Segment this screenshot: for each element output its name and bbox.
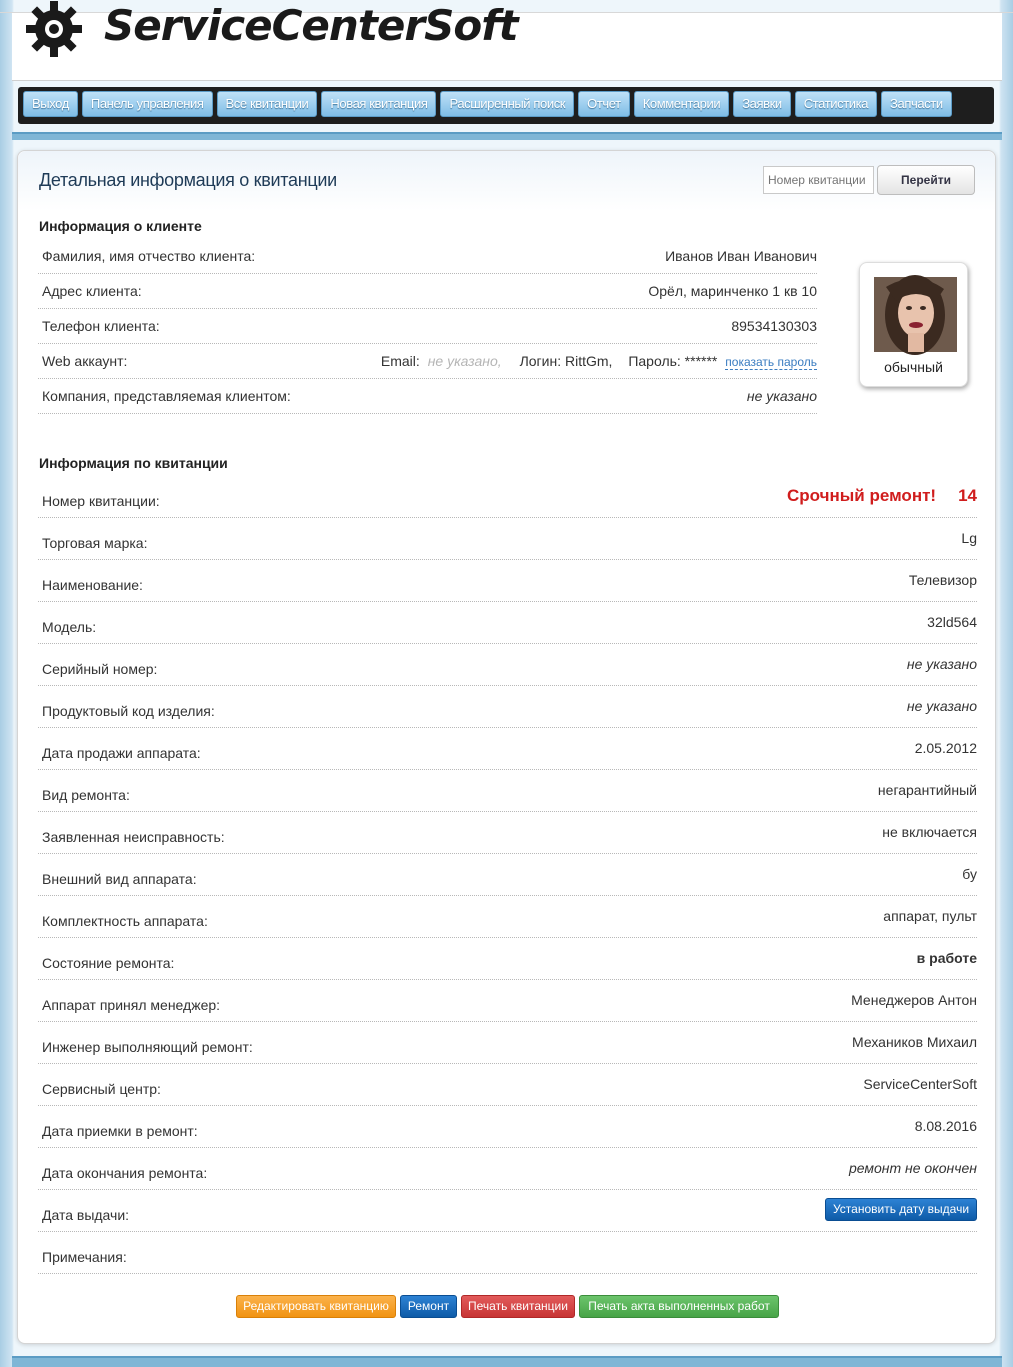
product-code-row bbox=[38, 686, 977, 728]
gear-icon bbox=[24, 0, 84, 59]
row-value: негарантийный bbox=[877, 782, 977, 798]
nav-dashboard[interactable]: Панель управления bbox=[82, 91, 213, 117]
row-value: не включается bbox=[882, 824, 977, 840]
device-name-row bbox=[38, 560, 977, 602]
receipt-number-value bbox=[787, 475, 977, 517]
client-name-row bbox=[38, 239, 817, 274]
row-value: Механиков Михаил bbox=[852, 1034, 977, 1050]
row-label: Аппарат принял менеджер: bbox=[42, 997, 221, 1013]
client-address-row bbox=[38, 274, 817, 309]
avatar bbox=[874, 277, 957, 352]
client-phone-row bbox=[38, 309, 817, 344]
row-label: Вид ремонта: bbox=[42, 787, 130, 803]
row-label: Наименование: bbox=[42, 577, 143, 593]
appearance-row bbox=[38, 854, 977, 896]
row-value: Иванов Иван Иванович bbox=[665, 248, 817, 264]
row-label: Адрес клиента: bbox=[42, 283, 142, 299]
serial-row bbox=[38, 644, 977, 686]
row-label: Примечания: bbox=[42, 1249, 127, 1265]
row-value: ремонт не окончен bbox=[848, 1160, 977, 1176]
header bbox=[12, 1, 1002, 81]
manager-row bbox=[38, 980, 977, 1022]
row-label: Дата выдачи: bbox=[42, 1207, 130, 1223]
print-receipt-button[interactable]: Печать квитанции bbox=[461, 1295, 575, 1318]
repair-status-row bbox=[38, 938, 977, 980]
row-label: Телефон клиента: bbox=[42, 318, 160, 334]
print-act-button[interactable]: Печать акта выполненных работ bbox=[579, 1295, 779, 1318]
client-company-row bbox=[38, 379, 817, 414]
receipt-details-panel bbox=[17, 150, 996, 1344]
footer-band bbox=[12, 1356, 1002, 1367]
row-label: Инженер выполняющий ремонт: bbox=[42, 1039, 253, 1055]
repair-button[interactable]: Ремонт bbox=[400, 1295, 457, 1318]
row-label: Дата продажи аппарата: bbox=[42, 745, 201, 761]
repair-type-row bbox=[38, 770, 977, 812]
nav-report[interactable]: Отчет bbox=[578, 91, 630, 117]
intake-date-row bbox=[38, 1106, 977, 1148]
set-issue-date-button[interactable]: Установить дату выдачи bbox=[825, 1198, 977, 1221]
logo-text: ServiceCenterSoft bbox=[104, 1, 518, 50]
urgent-badge: Срочный ремонт! bbox=[787, 486, 937, 505]
row-value: Телевизор bbox=[908, 572, 977, 588]
row-value: не указано bbox=[906, 656, 977, 672]
row-label: Дата приемки в ремонт: bbox=[42, 1123, 198, 1139]
avatar-photo bbox=[874, 277, 957, 352]
row-label: Состояние ремонта: bbox=[42, 955, 175, 971]
model-row bbox=[38, 602, 977, 644]
repair-end-date-row bbox=[38, 1148, 977, 1190]
client-section-title: Информация о клиенте bbox=[39, 218, 202, 234]
row-value: 32ld564 bbox=[927, 614, 977, 630]
nav-parts[interactable]: Запчасти bbox=[881, 91, 952, 117]
edit-receipt-button[interactable]: Редактировать квитанцию bbox=[236, 1295, 396, 1318]
nav-statistics[interactable]: Статистика bbox=[795, 91, 877, 117]
panel-header bbox=[18, 151, 995, 211]
row-value: 8.08.2016 bbox=[914, 1118, 977, 1134]
nav-requests[interactable]: Заявки bbox=[733, 91, 791, 117]
receipt-section-title: Информация по квитанции bbox=[39, 455, 228, 471]
password-value: Пароль: ****** bbox=[628, 353, 718, 369]
row-label: Серийный номер: bbox=[42, 661, 158, 677]
divider-band bbox=[12, 132, 1002, 140]
receipt-number-input[interactable] bbox=[763, 166, 874, 194]
main-nav bbox=[18, 87, 994, 124]
row-value: Lg bbox=[961, 530, 977, 546]
nav-logout[interactable]: Выход bbox=[23, 91, 78, 117]
row-value: 89534130303 bbox=[731, 318, 817, 334]
client-type-label: обычный bbox=[884, 359, 943, 375]
row-value: не указано bbox=[746, 388, 817, 404]
receipt-number-row bbox=[38, 476, 977, 518]
row-value: Менеджеров Антон bbox=[851, 992, 977, 1008]
row-label: Комплектность аппарата: bbox=[42, 913, 208, 929]
row-value: 2.05.2012 bbox=[914, 740, 977, 756]
notes-row bbox=[38, 1232, 977, 1274]
row-label: Заявленная неисправность: bbox=[42, 829, 225, 845]
row-value: аппарат, пульт bbox=[883, 908, 977, 924]
row-label: Компания, представляемая клиентом: bbox=[42, 388, 291, 404]
nav-comments[interactable]: Комментарии bbox=[634, 91, 729, 117]
fault-row bbox=[38, 812, 977, 854]
nav-all-receipts[interactable]: Все квитанции bbox=[217, 91, 318, 117]
logo[interactable] bbox=[24, 1, 518, 53]
email-value: не указано, bbox=[427, 353, 502, 369]
engineer-row bbox=[38, 1022, 977, 1064]
row-label: Торговая марка: bbox=[42, 535, 148, 551]
web-account-row bbox=[38, 344, 817, 379]
brand-row bbox=[38, 518, 977, 560]
nav-new-receipt[interactable]: Новая квитанция bbox=[321, 91, 436, 117]
row-value: не указано bbox=[906, 698, 977, 714]
row-label: Сервисный центр: bbox=[42, 1081, 161, 1097]
row-label: Продуктовый код изделия: bbox=[42, 703, 215, 719]
service-center-row bbox=[38, 1064, 977, 1106]
row-value: бу bbox=[962, 866, 977, 882]
receipt-number: 14 bbox=[958, 486, 977, 505]
row-label: Фамилия, имя отчество клиента: bbox=[42, 248, 256, 264]
web-account-value bbox=[377, 344, 817, 380]
client-avatar-card[interactable] bbox=[859, 262, 968, 387]
login-value: Логин: RittGm, bbox=[519, 353, 613, 369]
go-button[interactable]: Перейти bbox=[877, 165, 975, 195]
row-value: Орёл, маринченко 1 кв 10 bbox=[648, 283, 817, 299]
email-label: Email: bbox=[380, 353, 420, 369]
row-label: Номер квитанции: bbox=[42, 493, 160, 509]
issue-date-row bbox=[38, 1190, 977, 1232]
row-label: Дата окончания ремонта: bbox=[42, 1165, 208, 1181]
page-title: Детальная информация о квитанции bbox=[39, 170, 337, 190]
nav-advanced-search[interactable]: Расширенный поиск bbox=[440, 91, 574, 117]
row-label: Web аккаунт: bbox=[42, 353, 128, 369]
row-label: Модель: bbox=[42, 619, 97, 635]
completeness-row bbox=[38, 896, 977, 938]
sale-date-row bbox=[38, 728, 977, 770]
row-value: ServiceCenterSoft bbox=[863, 1076, 977, 1092]
show-password-link[interactable]: показать пароль bbox=[725, 355, 817, 369]
status-badge: в работе bbox=[916, 950, 977, 966]
row-label: Внешний вид аппарата: bbox=[42, 871, 197, 887]
